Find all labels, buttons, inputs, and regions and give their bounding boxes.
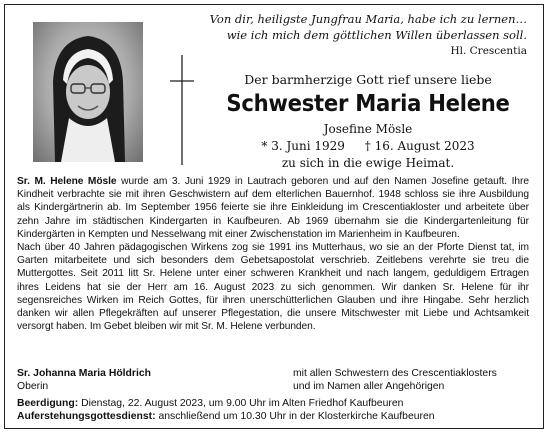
- service-label: Auferstehungsgottesdienst:: [17, 411, 156, 422]
- burial-text: Dienstag, 22. August 2023, um 9.00 Uhr im Alten Friedhof Kaufbeuren: [81, 398, 404, 409]
- burial-label: Beerdigung:: [17, 398, 79, 409]
- birth-date: * 3. Juni 1929: [261, 139, 345, 153]
- quote-line-2: wie ich mich dem göttlichen Willen überlassen soll.: [226, 28, 527, 42]
- deceased-name: Schwester Maria Helene: [226, 91, 510, 117]
- community-line-1: mit allen Schwestern des Crescentiaklosters: [293, 368, 497, 379]
- obituary-text: [17, 175, 529, 333]
- burial-row: [17, 397, 435, 410]
- life-dates: [205, 139, 531, 153]
- death-date: † 16. August 2023: [364, 139, 475, 153]
- service-text: anschließend um 10.30 Uhr in der Klosterkirche Kaufbeuren: [158, 411, 435, 422]
- portrait-photo: [33, 22, 143, 162]
- signer-name: Sr. Johanna Maria Höldrich: [17, 368, 151, 379]
- closing-line: zu sich in die ewige Heimat.: [281, 156, 455, 170]
- obituary-body: wurde am 3. Juni 1929 in Lautrach geboren und auf den Namen Josefine getauft. Ihre Kindheit verbrachte sie mit ihren Geschwistern auf dem elterlichen Bauernhof. 1948 schloss sie ihre Ausbildung als Kindergärtnerin ab. Im September 1956 feierte sie ihre Einkleidung im Crescentiakloster und arbeitete über zehn Jahre im städtischen Kindergarten in Kaufbeuren. Ab 1969 übernahm sie die Kindergartenleitung für Kindergärten in Kempten und Nesselwang mit einer Zwischenstation im Marienheim in Kaufbeuren. Nach über 40 Jahren pädagogischen Wirkens zog sie 1991 ins Mutterhaus, wo sie an der Pforte Dienst tat, im Garten mitarbeitete und sich besonders dem Gebetsapostolat verschrieb. Zeitlebens verehrte sie treu die Muttergottes. Seit 2011 litt Sr. Helene unter einer schweren Krankheit und nach langem, geduldigem Ertragen ihres Leidens hat sie der Herr am 16. August 2023 zu sich genommen. Wir danken Sr. Helene für ihr segensreiches Wirken im Reich Gottes, für ihren unerschütterlichen Glauben und ihre Hingabe. Sehr herzlich danken wir allen Pflegekräften auf unserer Pflegestation, die unsere Mitschwester mit Liebe und Achtsamkeit versorgt haben. Im Gebet bleiben wir mit Sr. M. Helene verbunden.: [17, 176, 530, 333]
- birth-name: Josefine Mösle: [323, 122, 413, 136]
- cross-icon: [170, 55, 194, 169]
- lead-name: Sr. M. Helene Mösle: [17, 176, 117, 187]
- service-row: [17, 410, 435, 423]
- intro-line: Der barmherzige Gott rief unsere liebe: [244, 72, 492, 87]
- quote-author: Hl. Crescentia: [450, 45, 527, 57]
- bible-quote: [187, 11, 527, 43]
- quote-line-1: Von dir, heiligste Jungfrau Maria, habe ich zu lernen…: [209, 12, 527, 26]
- signature-block: [17, 367, 151, 393]
- funeral-details: [17, 397, 435, 423]
- community-line-2: und im Namen aller Angehörigen: [293, 381, 445, 392]
- signer-role: Oberin: [17, 381, 49, 392]
- signature-community: [293, 367, 497, 393]
- obituary-notice: [4, 4, 544, 429]
